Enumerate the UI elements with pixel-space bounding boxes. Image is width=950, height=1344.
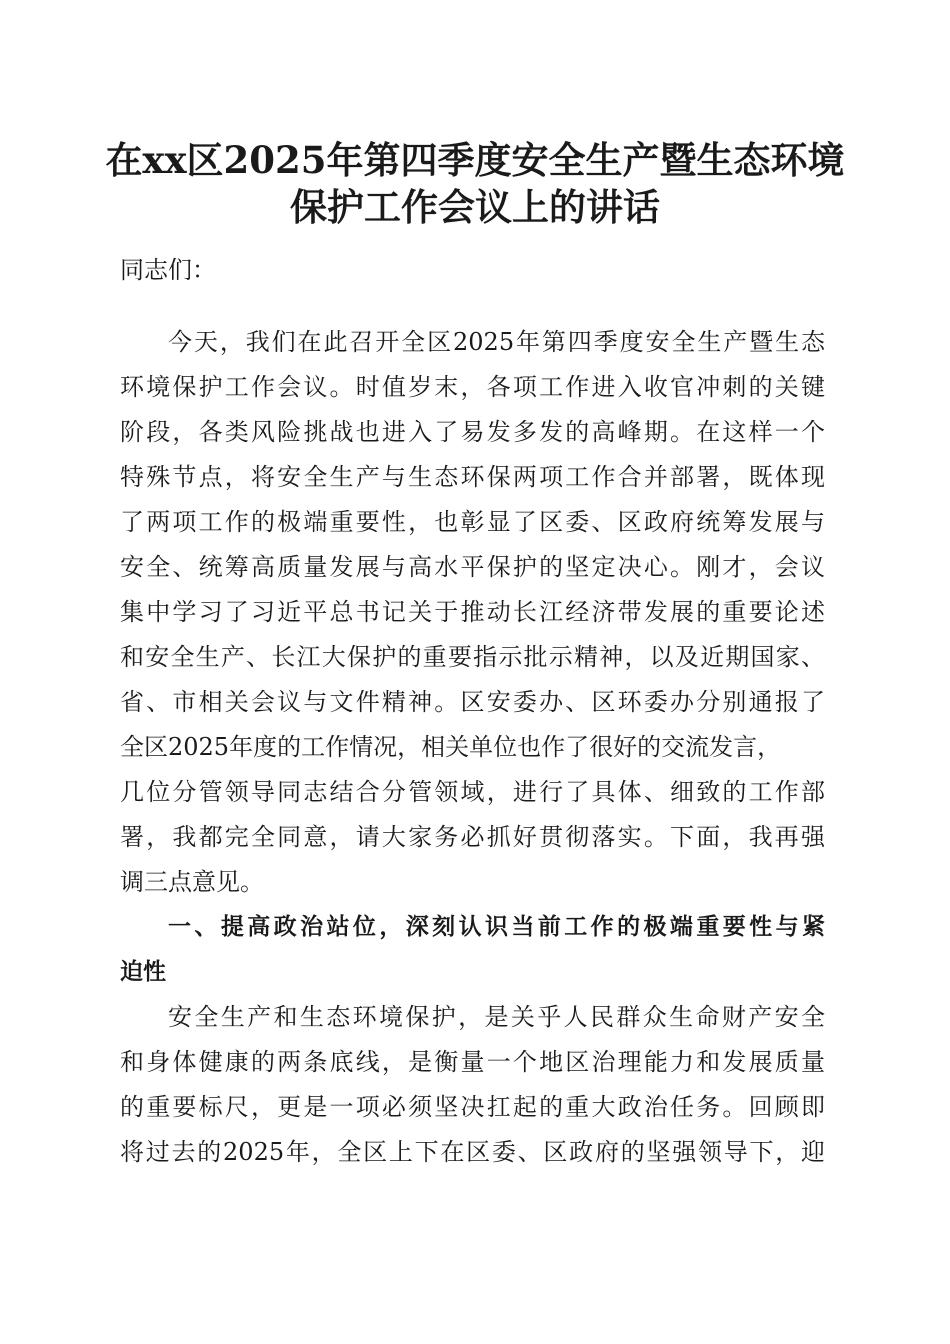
- paragraph1-line: 署，我都完全同意，请大家务必抓好贯彻落实。下面，我再强: [120, 823, 825, 851]
- paragraph2-line: 和身体健康的两条底线，是衡量一个地区治理能力和发展质量: [120, 1048, 825, 1076]
- paragraph1-line: 阶段，各类风险挑战也进入了易发多发的高峰期。在这样一个: [120, 418, 825, 446]
- paragraph1-line: 了两项工作的极端重要性，也彰显了区委、区政府统筹发展与: [120, 508, 825, 536]
- paragraph2-line: 的重要标尺，更是一项必须坚决扛起的重大政治任务。回顾即: [120, 1093, 825, 1121]
- paragraph1-line: 集中学习了习近平总书记关于推动长江经济带发展的重要论述: [120, 598, 825, 626]
- paragraph1-line: 省、市相关会议与文件精神。区安委办、区环委办分别通报了: [120, 688, 825, 716]
- paragraph2-line: 将过去的2025年，全区上下在区委、区政府的坚强领导下，迎: [120, 1138, 825, 1166]
- paragraph2-line: 安全生产和生态环境保护，是关乎人民群众生命财产安全: [168, 1003, 825, 1031]
- document-title-line-1: 在xx区2025年第四季度安全生产暨生态环境: [105, 138, 845, 182]
- paragraph1-line: 调三点意见。: [120, 868, 264, 896]
- paragraph1-line: 全区2025年度的工作情况，相关单位也作了很好的交流发言，: [120, 733, 782, 761]
- paragraph1-line: 和安全生产、长江大保护的重要指示批示精神，以及近期国家、: [120, 643, 825, 671]
- salutation: 同志们：: [120, 256, 216, 284]
- paragraph1-line: 安全、统筹高质量发展与高水平保护的坚定决心。刚才，会议: [120, 553, 825, 581]
- paragraph1-line: 几位分管领导同志结合分管领域，进行了具体、细致的工作部: [120, 778, 825, 806]
- section1-heading-line: 迫性: [120, 959, 166, 985]
- paragraph1-line: 特殊节点，将安全生产与生态环保两项工作合并部署，既体现: [120, 463, 825, 491]
- paragraph1-line: 今天，我们在此召开全区2025年第四季度安全生产暨生态: [168, 328, 825, 356]
- section1-heading-line: 一、提高政治站位，深刻认识当前工作的极端重要性与紧: [168, 914, 825, 940]
- document-title-line-2: 保护工作会议上的讲话: [290, 185, 660, 229]
- paragraph1-line: 环境保护工作会议。时值岁末，各项工作进入收官冲刺的关键: [120, 373, 825, 401]
